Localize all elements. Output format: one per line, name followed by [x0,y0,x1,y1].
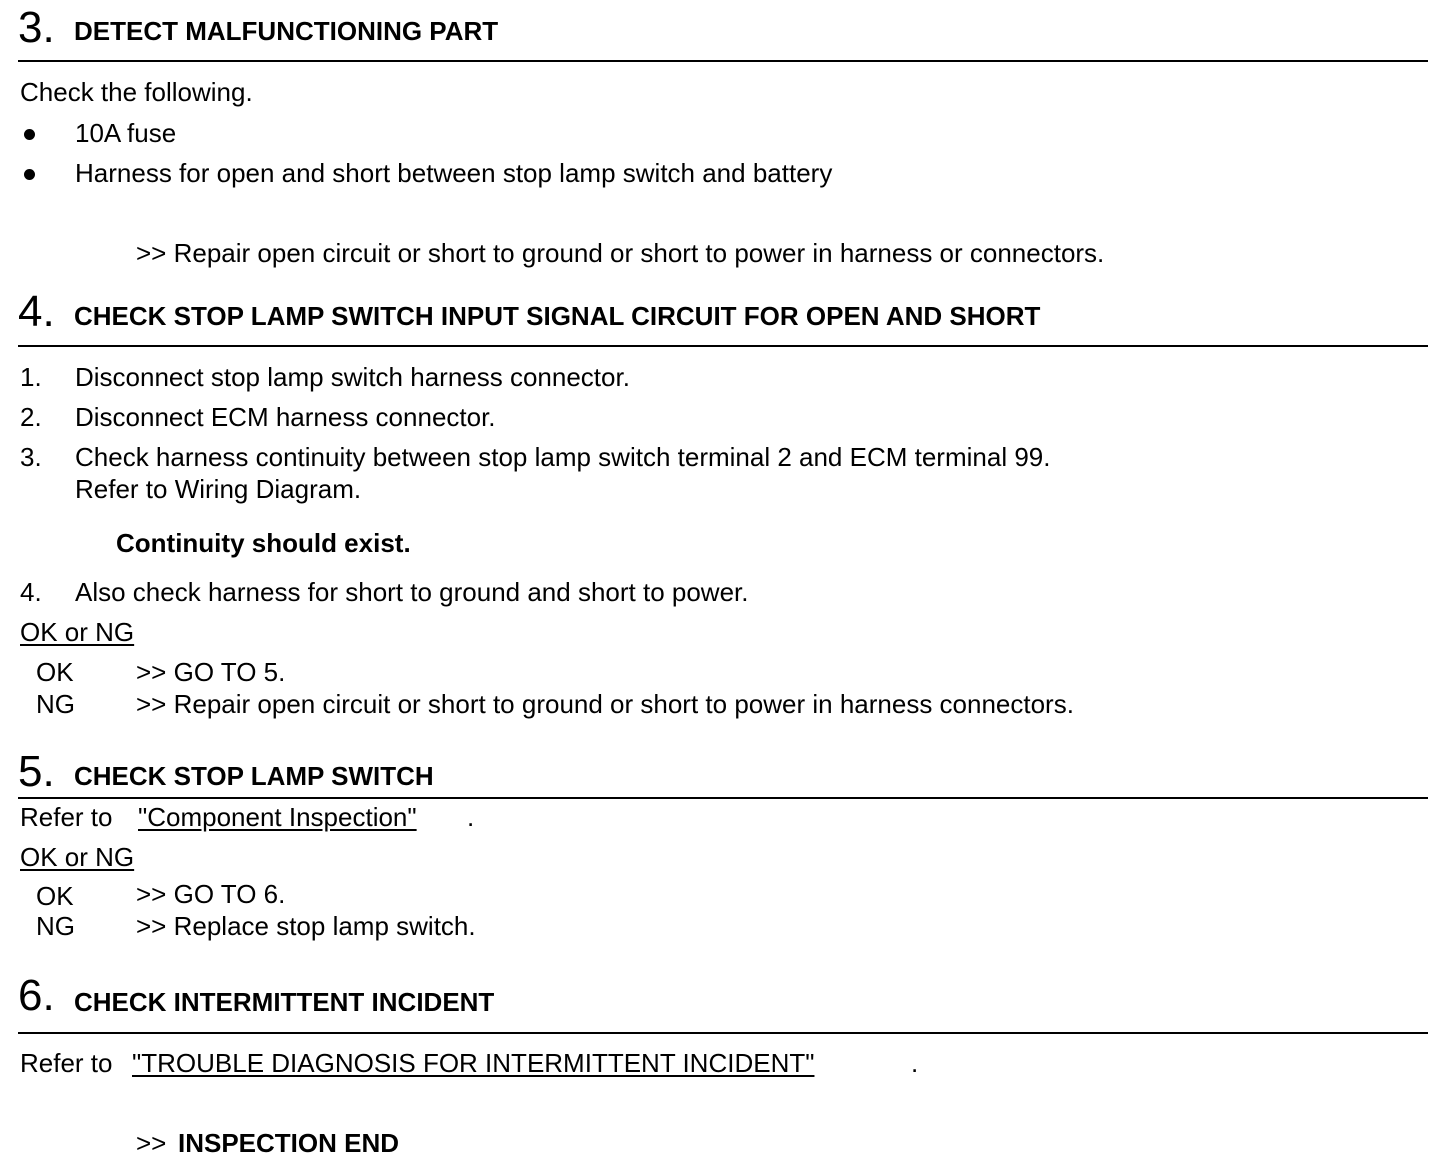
refer-prefix: Refer to [20,1048,113,1078]
step-5-number: 5. [18,747,55,796]
end-prefix: >> [136,1128,167,1158]
inspection-end: INSPECTION END [178,1128,400,1158]
list-item: Disconnect stop lamp switch harness connector. [75,362,630,392]
list-item: Disconnect ECM harness connector. [75,402,496,432]
refer-suffix: . [467,802,475,832]
continuity-note: Continuity should exist. [116,528,411,558]
ok-ng-label: OK or NG [20,842,135,872]
section-divider [18,797,1428,799]
ok-action: >> GO TO 5. [136,657,286,687]
ok-label: OK [36,657,74,687]
list-item: Also check harness for short to ground and short to power. [75,577,749,607]
step-3-title: DETECT MALFUNCTIONING PART [74,16,499,46]
section-divider [18,345,1428,347]
bullet-item: Harness for open and short between stop lamp switch and battery [75,158,833,188]
list-item: Check harness continuity between stop lamp switch terminal 2 and ECM terminal 99. [75,442,1051,472]
step-3-number: 3. [18,3,55,52]
component-inspection-link[interactable]: "Component Inspection" [138,802,417,832]
ok-action: >> GO TO 6. [136,879,286,909]
step-5-title: CHECK STOP LAMP SWITCH [74,761,434,791]
step-4-title: CHECK STOP LAMP SWITCH INPUT SIGNAL CIRCUIT FOR OPEN AND SHORT [74,301,1041,331]
bullet-icon [24,129,35,140]
step-3-action: >> Repair open circuit or short to ground or short to power in harness or connectors. [136,238,1105,268]
ok-ng-label: OK or NG [20,617,135,647]
step-6-number: 6. [18,971,55,1020]
section-divider [18,1032,1428,1034]
step-6-title: CHECK INTERMITTENT INCIDENT [74,987,495,1017]
bullet-item: 10A fuse [75,118,177,148]
ng-action: >> Replace stop lamp switch. [136,911,476,941]
list-item-continuation: Refer to Wiring Diagram. [75,474,362,504]
step-4-number: 4. [18,287,55,336]
ng-action: >> Repair open circuit or short to ground or short to power in harness connectors. [136,689,1074,719]
list-number: 1. [20,362,42,392]
list-number: 3. [20,442,42,472]
section-divider [18,60,1428,62]
step-3-intro: Check the following. [20,77,253,107]
bullet-icon [24,169,35,180]
ng-label: NG [36,689,75,719]
list-number: 4. [20,577,42,607]
trouble-diagnosis-link[interactable]: "TROUBLE DIAGNOSIS FOR INTERMITTENT INCIDENT" [132,1048,815,1078]
refer-suffix: . [911,1048,919,1078]
ng-label: NG [36,911,75,941]
refer-prefix: Refer to [20,802,113,832]
list-number: 2. [20,402,42,432]
ok-label: OK [36,881,74,911]
